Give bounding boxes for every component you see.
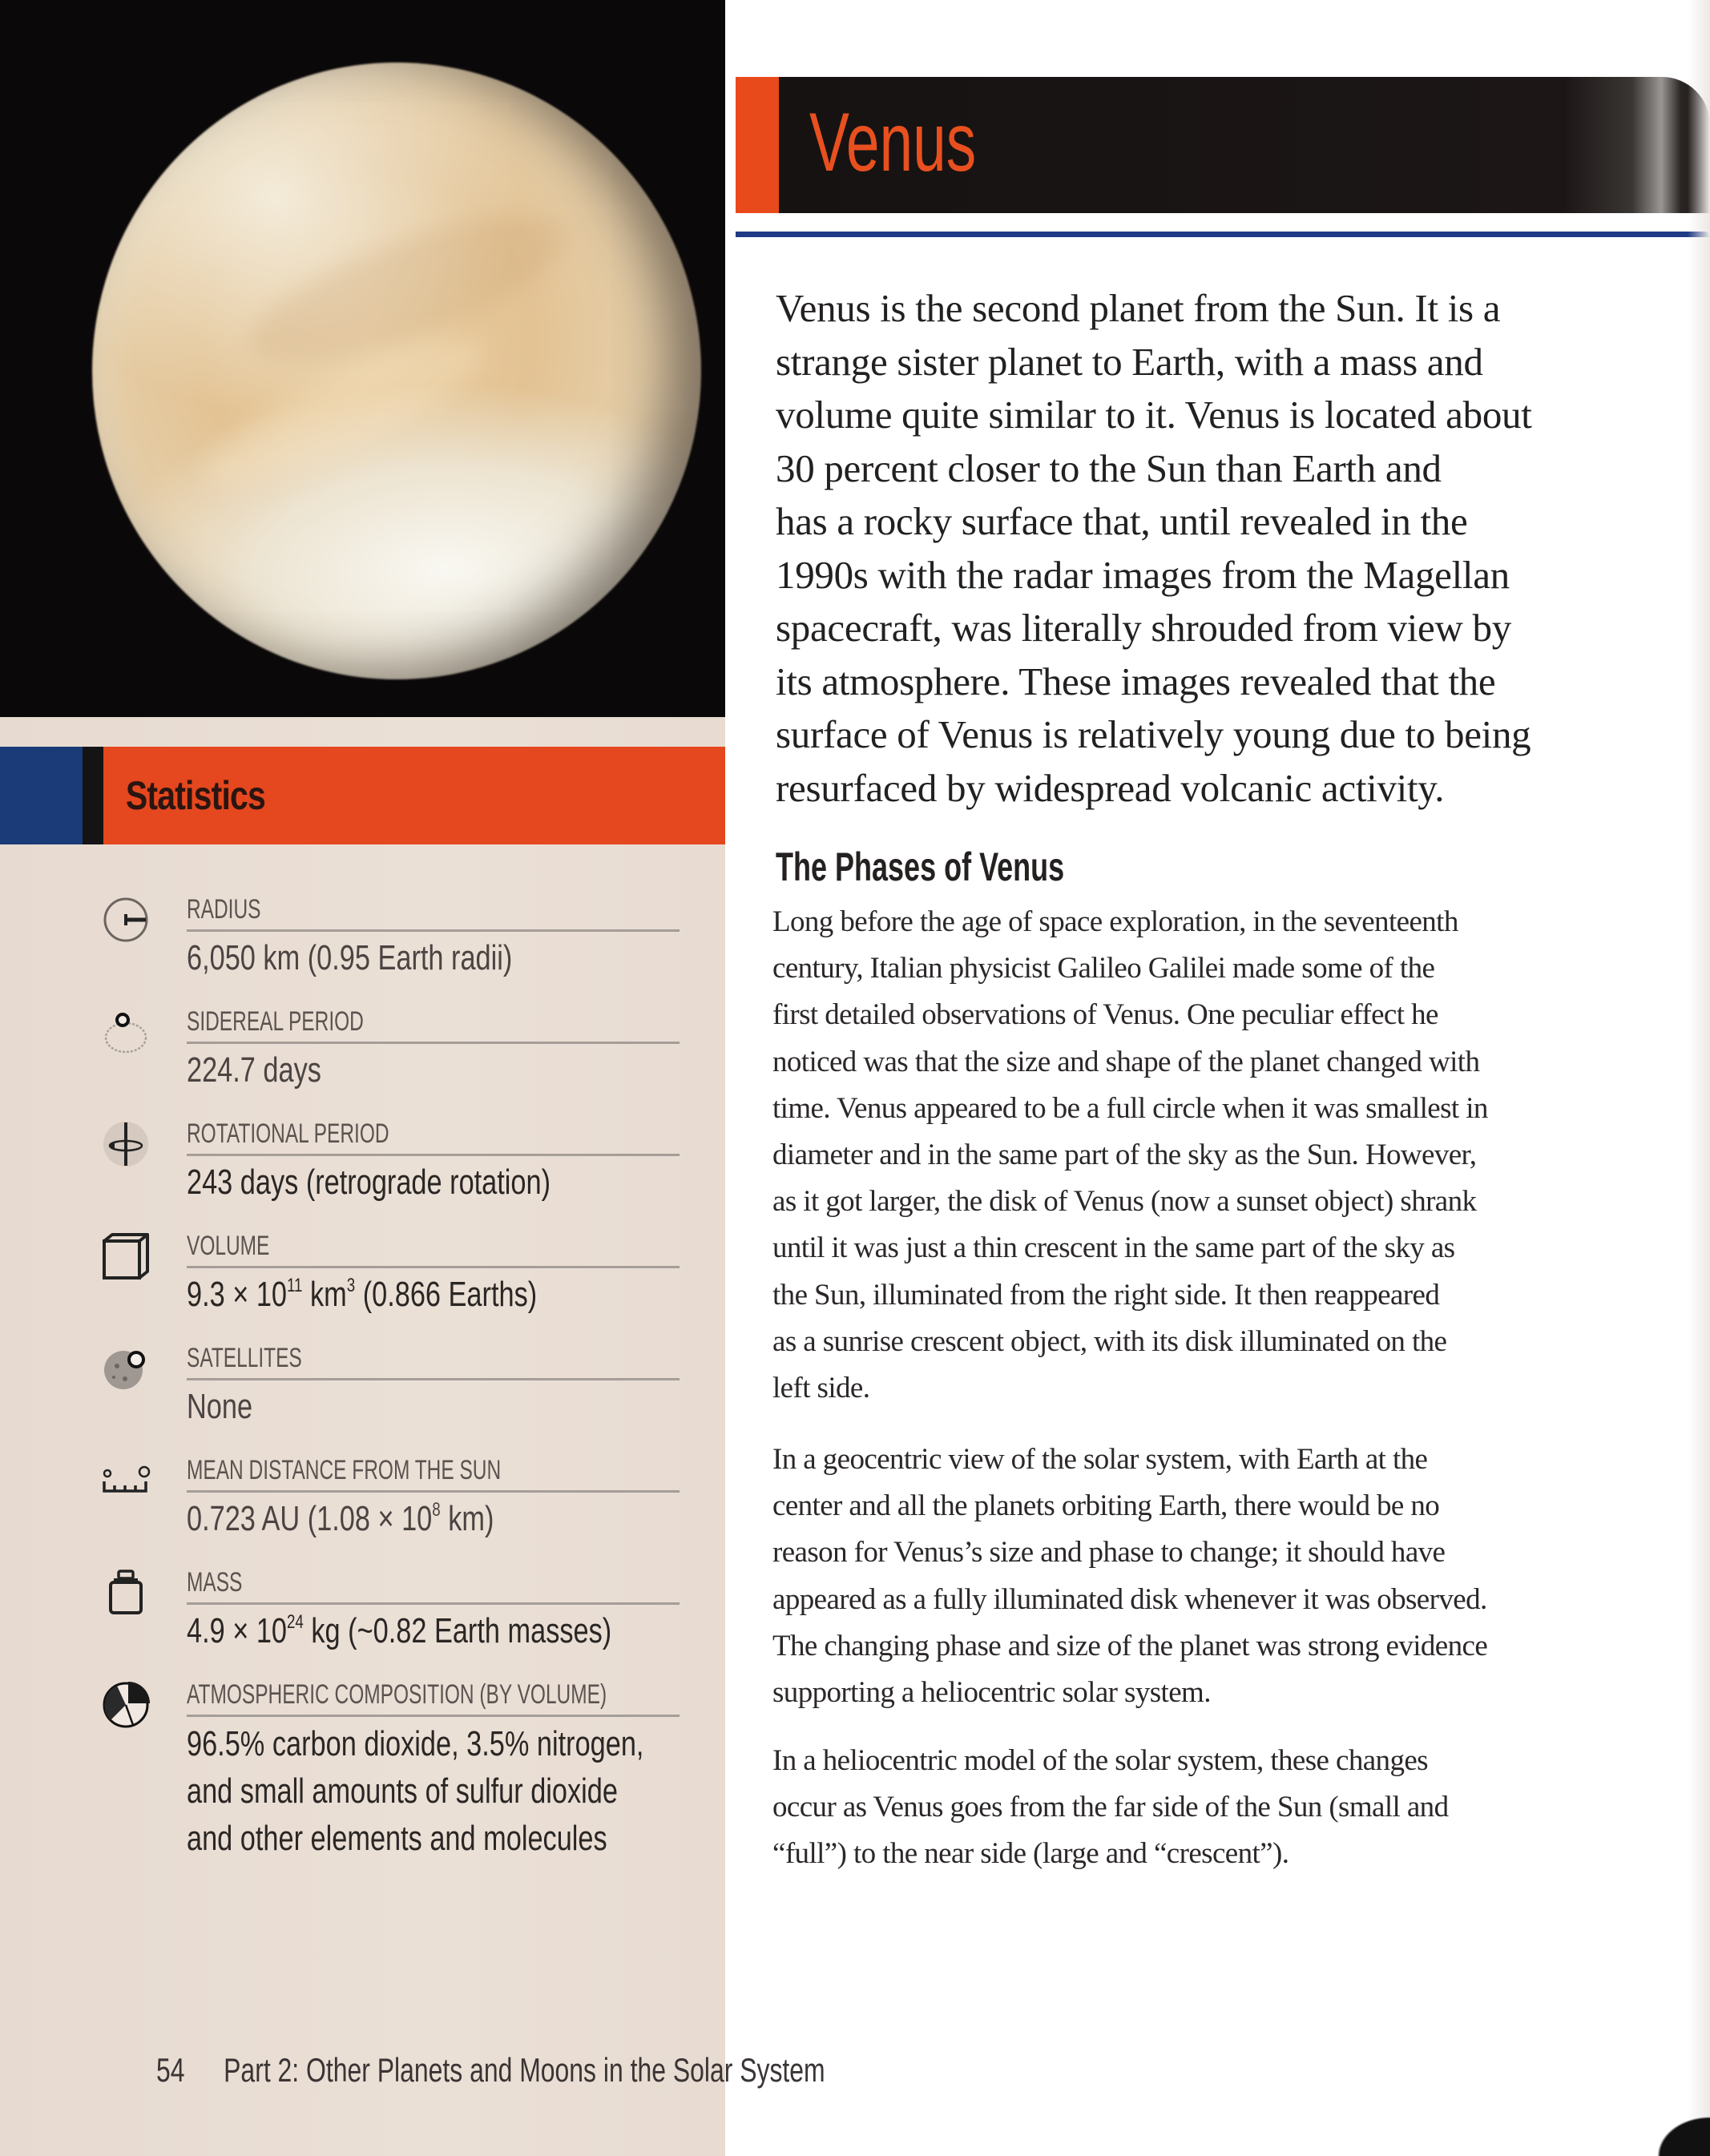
- statistics-sidebar: [0, 0, 825, 2156]
- body-paragraph: Long before the age of space exploration, in the seventeenth century, Italian physicist Galileo Galilei made some of the first detailed observations of Venus. One peculiar effect he noticed was that the size and shape of the planet changed with time. Venus appeared to be a full circle when it was smallest in diameter and in the same part of the sky as the Sun. However, as it got larger, the disk of Venus (now a sunset object) shrank until it was just a thin crescent in the same part of the sky as the Sun, illuminated from the right side. It then reappeared as a sunrise crescent object, with its disk illuminated on the left side.: [772, 905, 1488, 1405]
- title-band: [736, 77, 1710, 213]
- distance-ruler-icon: [98, 1453, 154, 1509]
- statistics-title: Statistics: [125, 773, 265, 818]
- stat-divider: [187, 1490, 680, 1493]
- stat-value: 243 days (retrograde rotation): [187, 1163, 551, 1202]
- stat-divider: [187, 1715, 680, 1717]
- stat-label: RADIUS: [187, 894, 261, 925]
- body-paragraph: In a heliocentric model of the solar system, these changes occur as Venus goes from the far side of the Sun (small and “full”) to the near side (large and “crescent”).: [772, 1744, 1449, 1871]
- moon-icon: [98, 1340, 154, 1396]
- header-blue-accent: [0, 747, 83, 844]
- stat-divider: [187, 1154, 680, 1156]
- stat-label: SIDEREAL PERIOD: [187, 1006, 364, 1037]
- title-orange-accent: [736, 77, 779, 213]
- stat-divider: [187, 929, 680, 932]
- stat-value: 224.7 days: [187, 1050, 321, 1090]
- planet-photo: [0, 0, 725, 717]
- stat-label: VOLUME: [187, 1231, 270, 1261]
- radius-icon: [98, 892, 154, 948]
- statistics-header: [0, 747, 725, 844]
- stat-divider: [187, 1266, 680, 1268]
- stat-label: ATMOSPHERIC COMPOSITION (BY VOLUME): [187, 1679, 607, 1710]
- stat-value: None: [187, 1387, 253, 1426]
- section-heading: The Phases of Venus: [776, 844, 1065, 889]
- running-title: Part 2: Other Planets and Moons in the Solar System: [224, 2051, 825, 2089]
- stat-label: MEAN DISTANCE FROM THE SUN: [187, 1455, 502, 1485]
- rotation-axis-icon: [98, 1116, 154, 1172]
- intro-paragraph: Venus is the second planet from the Sun. It is a strange sister planet to Earth, with a mass and volume quite similar to it. Venus is located about 30 percent closer to the Sun than Earth and has a rocky surface that, until revealed in the 1990s with the radar images from the Magellan spacecraft, was literally shrouded from view by its atmosphere. These images revealed that the surface of Venus is relatively young due to being resurfaced by widespread volcanic activity.: [776, 286, 1532, 810]
- page-title: Venus: [809, 96, 977, 189]
- stat-divider: [187, 1042, 680, 1044]
- stat-label: ROTATIONAL PERIOD: [187, 1118, 389, 1149]
- orbit-icon: [98, 1004, 154, 1060]
- page-number: 54: [156, 2051, 185, 2089]
- stat-label: SATELLITES: [187, 1343, 302, 1373]
- weight-icon: [98, 1565, 154, 1621]
- stat-value: 96.5% carbon dioxide, 3.5% nitrogen, and small amounts of sulfur dioxide and other elements and molecules: [187, 1724, 644, 1858]
- page-footer: [156, 2051, 825, 2099]
- cube-icon: [98, 1228, 154, 1284]
- page-curl: [1646, 2108, 1710, 2156]
- stat-divider: [187, 1378, 680, 1380]
- title-underline: [736, 232, 1710, 237]
- stat-label: MASS: [187, 1567, 243, 1598]
- stat-value: $9.3 \times 10^{11}$ $km^3$ (0.866 Earths): [187, 1275, 538, 1314]
- stat-value: $4.9 \times 10^{24}$ kg (~0.82 Earth masses): [187, 1611, 612, 1650]
- stat-value: 6,050 km (0.95 Earth radii): [187, 938, 513, 977]
- page-edge-shadow: [1688, 0, 1710, 2156]
- header-black-accent: [83, 747, 103, 844]
- stat-value: 0.723 AU ($1.08 \times 10^8$ km): [187, 1499, 494, 1538]
- body-paragraph: In a geocentric view of the solar system, with Earth at the center and all the planets orbiting Earth, there would be no reason for Venus’s size and phase to change; it should have appeared as a fully illuminated disk whenever it was observed. The changing phase and size of the planet was strong evidence supporting a heliocentric solar system.: [772, 1443, 1488, 1710]
- stat-divider: [187, 1602, 680, 1605]
- pie-chart-icon: [98, 1677, 154, 1733]
